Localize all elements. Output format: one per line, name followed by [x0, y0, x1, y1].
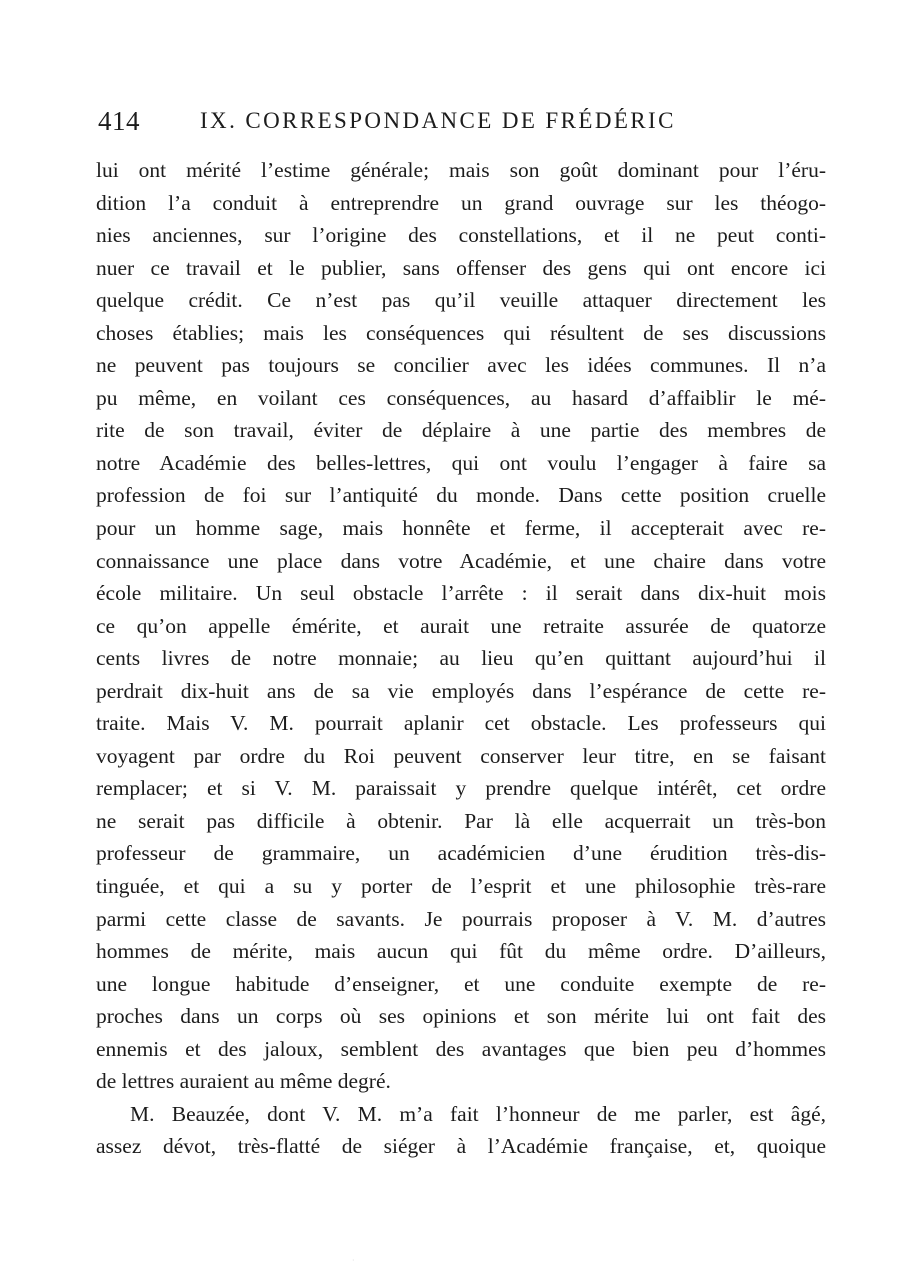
text-line: quelque crédit. Ce n’est pas qu’il veuille attaquer directement les [96, 288, 826, 313]
body-text [96, 154, 826, 1163]
text-line: voyagent par ordre du Roi peuvent conserver leur titre, en se faisant [96, 743, 826, 768]
text-line: traite. Mais V. M. pourrait aplanir cet obstacle. Les professeurs qui [96, 711, 826, 736]
text-line: proches dans un corps où ses opinions et son mérite lui ont fait des [96, 1004, 826, 1029]
text-line: choses établies; mais les conséquences qui résultent de ses discussions [96, 320, 826, 345]
text-line: cents livres de notre monnaie; au lieu qu’en quittant aujourd’hui il [96, 646, 826, 671]
text-line: perdrait dix-huit ans de sa vie employés dans l’espérance de cette re- [96, 678, 826, 703]
text-line: rite de son travail, éviter de déplaire à une partie des membres de [96, 418, 826, 443]
text-line: assez dévot, très-flatté de siéger à l’Académie française, et, quoique [96, 1134, 826, 1159]
text-line: nies anciennes, sur l’origine des constellations, et il ne peut conti- [96, 223, 826, 248]
paragraph-end-line: de lettres auraient au même degré. [96, 1069, 391, 1094]
text-line: notre Académie des belles-lettres, qui ont voulu l’engager à faire sa [96, 450, 826, 475]
text-line: parmi cette classe de savants. Je pourrais proposer à V. M. d’autres [96, 906, 826, 931]
text-line: école militaire. Un seul obstacle l’arrête : il serait dans dix-huit mois [96, 581, 826, 606]
text-line: ne serait pas difficile à obtenir. Par là elle acquerrait un très-bon [96, 808, 826, 833]
text-line: pour un homme sage, mais honnête et ferme, il accepterait avec re- [96, 516, 826, 541]
text-line: ne peuvent pas toujours se concilier avec les idées communes. Il n’a [96, 353, 826, 378]
text-line: une longue habitude d’enseigner, et une conduite exempte de re- [96, 971, 826, 996]
print-speck: · [352, 1256, 355, 1265]
text-line: professeur de grammaire, un académicien d’une érudition très-dis- [96, 841, 826, 866]
page-header [98, 106, 838, 140]
text-line: profession de foi sur l’antiquité du monde. Dans cette position cruelle [96, 483, 826, 508]
paragraph-start-line: M. Beauzée, dont V. M. m’a fait l’honneur de me parler, est âgé, [130, 1101, 826, 1126]
text-line: hommes de mérite, mais aucun qui fût du même ordre. D’ailleurs, [96, 939, 826, 964]
text-line: ce qu’on appelle émérite, et aurait une retraite assurée de quatorze [96, 613, 826, 638]
text-line: remplacer; et si V. M. paraissait y prendre quelque intérêt, cet ordre [96, 776, 826, 801]
text-line: connaissance une place dans votre Académie, et une chaire dans votre [96, 548, 826, 573]
text-line: tinguée, et qui a su y porter de l’esprit et une philosophie très-rare [96, 874, 826, 899]
text-line: lui ont mérité l’estime générale; mais son goût dominant pour l’éru- [96, 158, 826, 182]
page-number: 414 [98, 106, 140, 136]
running-head: IX. CORRESPONDANCE DE FRÉDÉRIC [200, 108, 676, 133]
text-line: dition l’a conduit à entreprendre un grand ouvrage sur les théogo- [96, 190, 826, 215]
text-line: ennemis et des jaloux, semblent des avantages que bien peu d’hommes [96, 1036, 826, 1061]
text-line: nuer ce travail et le publier, sans offenser des gens qui ont encore ici [96, 255, 826, 280]
text-line: pu même, en voilant ces conséquences, au hasard d’affaiblir le mé- [96, 385, 826, 410]
